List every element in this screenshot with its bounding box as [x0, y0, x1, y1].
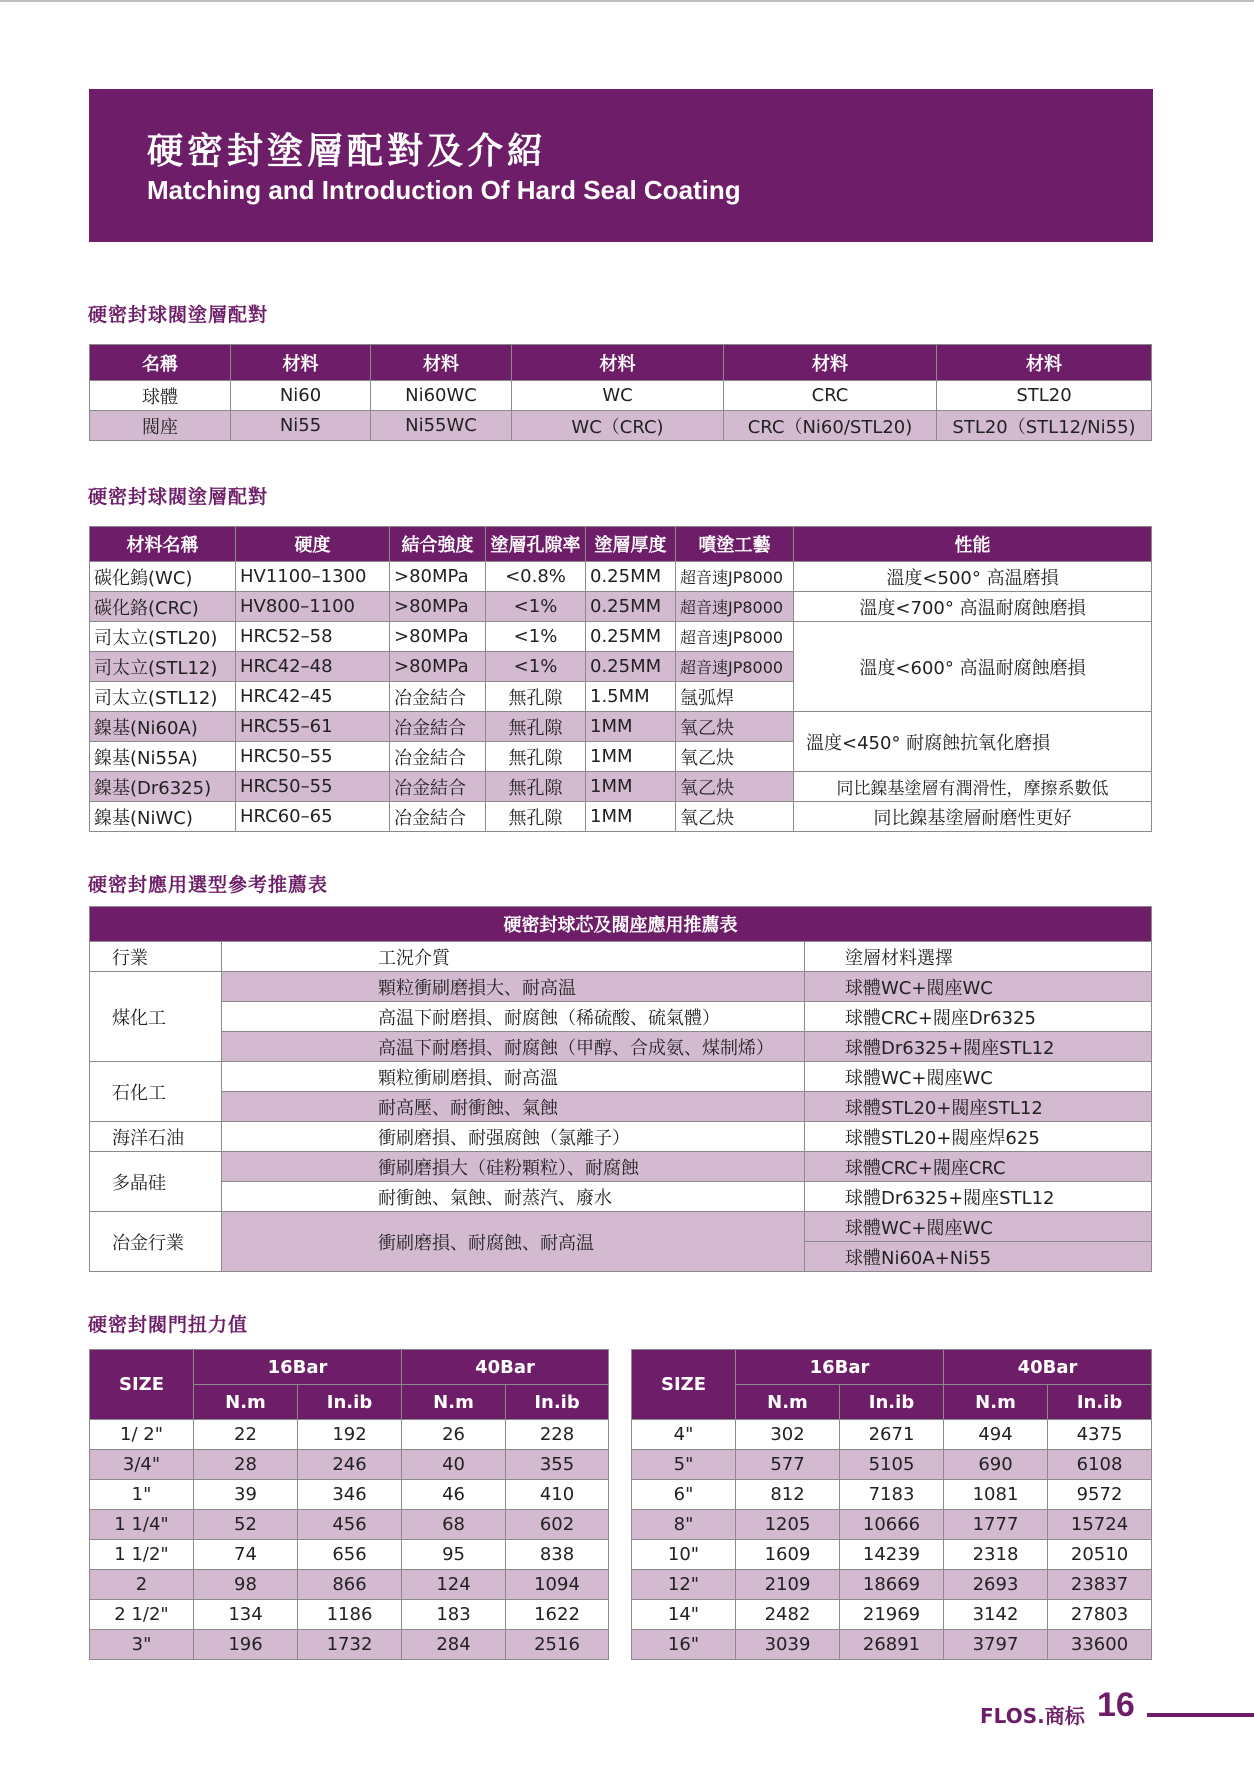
- condition-cell: 衝刷磨損、耐强腐蝕（氯離子）: [222, 1122, 805, 1152]
- table-cell: HRC60–65: [236, 802, 390, 832]
- table-cell: 無孔隙: [486, 712, 586, 742]
- table-cell: 氧乙炔: [676, 742, 794, 772]
- torque-cell: 602: [506, 1510, 609, 1540]
- table-row: [90, 1032, 1152, 1062]
- size-cell: 4": [632, 1420, 736, 1450]
- table-header: 材料名稱: [90, 527, 236, 562]
- table-cell: >80MPa: [390, 592, 486, 622]
- table-cell: 1MM: [586, 712, 676, 742]
- table-row: [90, 972, 1152, 1002]
- coating-properties-table: [89, 526, 1152, 832]
- size-cell: 8": [632, 1510, 736, 1540]
- table-cell: 0.25MM: [586, 622, 676, 652]
- torque-rows-left: [90, 1420, 609, 1660]
- table-cell: <1%: [486, 592, 586, 622]
- coating-pairing-table: [89, 344, 1152, 441]
- table-title: 硬密封球芯及閥座應用推薦表: [90, 907, 1152, 942]
- torque-cell: 246: [298, 1450, 402, 1480]
- condition-cell: 顆粒衝刷磨損大、耐高温: [222, 972, 805, 1002]
- table-header: 噴塗工藝: [676, 527, 794, 562]
- torque-cell: 18669: [840, 1570, 944, 1600]
- table-cell: STL20: [937, 381, 1152, 411]
- torque-cell: 22: [194, 1420, 298, 1450]
- table-cell: HRC50–55: [236, 742, 390, 772]
- torque-cell: 134: [194, 1600, 298, 1630]
- table-cell: HRC42–48: [236, 652, 390, 682]
- torque-cell: 2671: [840, 1420, 944, 1450]
- torque-cell: 183: [402, 1600, 506, 1630]
- condition-cell: 衝刷磨損大（硅粉顆粒）、耐腐蝕: [222, 1152, 805, 1182]
- size-cell: 3/4": [90, 1450, 194, 1480]
- title-banner: [89, 89, 1153, 242]
- size-cell: 16": [632, 1630, 736, 1660]
- table-cell: CRC（Ni60/STL20): [724, 411, 937, 441]
- torque-cell: 6108: [1048, 1450, 1152, 1480]
- table-cell: HRC50–55: [236, 772, 390, 802]
- torque-cell: 577: [736, 1450, 840, 1480]
- table-cell: 超音速JP8000: [676, 562, 794, 592]
- coating-cell: 球體Dr6325+閥座STL12: [805, 1032, 1152, 1062]
- table-row: [90, 1420, 609, 1450]
- torque-cell: 228: [506, 1420, 609, 1450]
- size-cell: 2 1/2": [90, 1600, 194, 1630]
- table-cell: 1.5MM: [586, 682, 676, 712]
- table-cell: 無孔隙: [486, 772, 586, 802]
- coating-cell: 球體CRC+閥座Dr6325: [805, 1002, 1152, 1032]
- torque-cell: 68: [402, 1510, 506, 1540]
- page-subtitle: Matching and Introduction Of Hard Seal Coating: [147, 175, 741, 205]
- table-row: [90, 622, 1152, 652]
- table-header-cell: 塗層材料選擇: [805, 942, 1152, 972]
- torque-cell: 40: [402, 1450, 506, 1480]
- table-row: [90, 1092, 1152, 1122]
- table-cell: 無孔隙: [486, 682, 586, 712]
- industry-cell: 冶金行業: [90, 1212, 222, 1272]
- torque-cell: 866: [298, 1570, 402, 1600]
- condition-cell: 衝刷磨損、耐腐蝕、耐高温: [222, 1212, 805, 1272]
- table-row: [90, 592, 1152, 622]
- section-title-coating-properties: 硬密封球閥塗層配對: [88, 486, 269, 508]
- table-cell: HV800–1100: [236, 592, 390, 622]
- page-number: 16: [1097, 1686, 1135, 1724]
- table-row: [632, 1480, 1152, 1510]
- torque-cell: 346: [298, 1480, 402, 1510]
- table-cell: 氧乙炔: [676, 772, 794, 802]
- torque-cell: 10666: [840, 1510, 944, 1540]
- pressure-header-40bar: 40Bar: [944, 1350, 1152, 1385]
- table-header: 材料: [724, 345, 937, 381]
- torque-cell: 456: [298, 1510, 402, 1540]
- table-row: [90, 1480, 609, 1510]
- table-row: [90, 772, 1152, 802]
- unit-header: In.ib: [840, 1385, 944, 1420]
- table-row: [632, 1630, 1152, 1660]
- table-row: [90, 1630, 609, 1660]
- table-row: [632, 1570, 1152, 1600]
- table-cell: 司太立(STL12): [90, 652, 236, 682]
- table-cell: 碳化鉻(CRC): [90, 592, 236, 622]
- table-header: 硬度: [236, 527, 390, 562]
- coating-cell: 球體WC+閥座WC: [805, 972, 1152, 1002]
- table-header: 材料: [371, 345, 512, 381]
- size-cell: 1": [90, 1480, 194, 1510]
- table-row: [90, 1570, 609, 1600]
- table-cell: CRC: [724, 381, 937, 411]
- torque-cell: 1081: [944, 1480, 1048, 1510]
- size-header: SIZE: [90, 1350, 194, 1420]
- table-cell: 鎳基(Ni60A): [90, 712, 236, 742]
- torque-cell: 355: [506, 1450, 609, 1480]
- torque-cell: 2516: [506, 1630, 609, 1660]
- table-cell: >80MPa: [390, 622, 486, 652]
- table-cell: 氧乙炔: [676, 712, 794, 742]
- torque-cell: 196: [194, 1630, 298, 1660]
- table-cell: Ni55WC: [371, 411, 512, 441]
- table-cell: 鎳基(Dr6325): [90, 772, 236, 802]
- torque-cell: 52: [194, 1510, 298, 1540]
- table-row: [90, 1450, 609, 1480]
- table-header-cell: 工況介質: [222, 942, 805, 972]
- table-cell: <1%: [486, 652, 586, 682]
- table-cell: 溫度<500° 高温磨損: [794, 562, 1152, 592]
- brand-label: FLOS.商标: [980, 1704, 1085, 1728]
- torque-cell: 15724: [1048, 1510, 1152, 1540]
- table-cell: 司太立(STL12): [90, 682, 236, 712]
- torque-rows-right: [632, 1420, 1152, 1660]
- table-cell: >80MPa: [390, 562, 486, 592]
- coating-cell: 球體WC+閥座WC: [805, 1212, 1152, 1242]
- table-row: [90, 1212, 1152, 1242]
- table-cell: HRC52–58: [236, 622, 390, 652]
- table-cell: Ni60WC: [371, 381, 512, 411]
- size-cell: 1 1/2": [90, 1540, 194, 1570]
- table-row: [90, 562, 1152, 592]
- table-row: [632, 1600, 1152, 1630]
- coating-cell: 球體STL20+閥座焊625: [805, 1122, 1152, 1152]
- table-header: 材料: [512, 345, 724, 381]
- torque-cell: 26: [402, 1420, 506, 1450]
- table-row: [90, 1062, 1152, 1092]
- table-row: [90, 381, 1152, 411]
- table-cell: 球體: [90, 381, 231, 411]
- table-cell: 閥座: [90, 411, 231, 441]
- page-title: 硬密封塗層配對及介紹: [147, 131, 548, 172]
- torque-cell: 1186: [298, 1600, 402, 1630]
- table-cell: <1%: [486, 622, 586, 652]
- coating-cell: 球體WC+閥座WC: [805, 1062, 1152, 1092]
- unit-header: In.ib: [298, 1385, 402, 1420]
- torque-cell: 1777: [944, 1510, 1048, 1540]
- table-cell: 鎳基(NiWC): [90, 802, 236, 832]
- section-title-torque: 硬密封閥門扭力值: [88, 1314, 249, 1336]
- torque-cell: 284: [402, 1630, 506, 1660]
- torque-cell: 5105: [840, 1450, 944, 1480]
- torque-cell: 3039: [736, 1630, 840, 1660]
- table-cell: HRC42–45: [236, 682, 390, 712]
- table-cell: 1MM: [586, 772, 676, 802]
- industry-cell: 石化工: [90, 1062, 222, 1122]
- table-cell: 鎳基(Ni55A): [90, 742, 236, 772]
- torque-cell: 1732: [298, 1630, 402, 1660]
- table-cell: <0.8%: [486, 562, 586, 592]
- table-cell: HV1100–1300: [236, 562, 390, 592]
- torque-cell: 1094: [506, 1570, 609, 1600]
- torque-cell: 1205: [736, 1510, 840, 1540]
- table-header: 塗層孔隙率: [486, 527, 586, 562]
- section-title-application: 硬密封應用選型參考推薦表: [88, 874, 329, 896]
- table-row: [90, 411, 1152, 441]
- torque-cell: 4375: [1048, 1420, 1152, 1450]
- torque-cell: 27803: [1048, 1600, 1152, 1630]
- table-cell: 同比鎳基塗層有潤滑性，摩擦系數低: [794, 772, 1152, 802]
- application-table: [89, 906, 1152, 1272]
- table-row: [90, 1540, 609, 1570]
- torque-cell: 14239: [840, 1540, 944, 1570]
- torque-cell: 2693: [944, 1570, 1048, 1600]
- table-row: [632, 1510, 1152, 1540]
- torque-cell: 2482: [736, 1600, 840, 1630]
- table-row: [90, 1122, 1152, 1152]
- torque-cell: 3142: [944, 1600, 1048, 1630]
- table-cell: 無孔隙: [486, 742, 586, 772]
- size-cell: 14": [632, 1600, 736, 1630]
- table-cell: 超音速JP8000: [676, 622, 794, 652]
- table-cell: 氬弧焊: [676, 682, 794, 712]
- table-cell: STL20（STL12/Ni55): [937, 411, 1152, 441]
- torque-cell: 26891: [840, 1630, 944, 1660]
- size-cell: 5": [632, 1450, 736, 1480]
- torque-table-left: [89, 1349, 609, 1660]
- industry-cell: 海洋石油: [90, 1122, 222, 1152]
- unit-header: N.m: [194, 1385, 298, 1420]
- size-header: SIZE: [632, 1350, 736, 1420]
- coating-cell: 球體CRC+閥座CRC: [805, 1152, 1152, 1182]
- unit-header: In.ib: [506, 1385, 609, 1420]
- table-row: [90, 802, 1152, 832]
- table-cell: 冶金結合: [390, 772, 486, 802]
- torque-cell: 3797: [944, 1630, 1048, 1660]
- torque-cell: 23837: [1048, 1570, 1152, 1600]
- table-cell: 冶金結合: [390, 742, 486, 772]
- table-cell: 溫度<600° 高温耐腐蝕磨損: [794, 622, 1152, 712]
- torque-cell: 21969: [840, 1600, 944, 1630]
- torque-cell: 95: [402, 1540, 506, 1570]
- table-header: 材料: [231, 345, 371, 381]
- table-row: [632, 1450, 1152, 1480]
- table-cell: 0.25MM: [586, 562, 676, 592]
- table-header: 結合強度: [390, 527, 486, 562]
- footer-rule: [1147, 1713, 1254, 1717]
- table-row: [632, 1540, 1152, 1570]
- table-header: 名稱: [90, 345, 231, 381]
- torque-cell: 33600: [1048, 1630, 1152, 1660]
- size-cell: 3": [90, 1630, 194, 1660]
- size-cell: 10": [632, 1540, 736, 1570]
- table-row: [632, 1420, 1152, 1450]
- table-cell: 無孔隙: [486, 802, 586, 832]
- table-cell: 冶金結合: [390, 712, 486, 742]
- table-cell: 溫度<700° 高温耐腐蝕磨損: [794, 592, 1152, 622]
- torque-cell: 410: [506, 1480, 609, 1510]
- torque-cell: 46: [402, 1480, 506, 1510]
- table-cell: 0.25MM: [586, 592, 676, 622]
- torque-cell: 302: [736, 1420, 840, 1450]
- torque-cell: 812: [736, 1480, 840, 1510]
- torque-cell: 98: [194, 1570, 298, 1600]
- table-cell: Ni60: [231, 381, 371, 411]
- torque-cell: 39: [194, 1480, 298, 1510]
- unit-header: N.m: [736, 1385, 840, 1420]
- table-row: [90, 942, 1152, 972]
- torque-cell: 1622: [506, 1600, 609, 1630]
- size-cell: 12": [632, 1570, 736, 1600]
- table-cell: WC（CRC): [512, 411, 724, 441]
- table-cell: 溫度<450° 耐腐蝕抗氧化磨損: [794, 712, 1152, 772]
- table-cell: 碳化鎢(WC): [90, 562, 236, 592]
- torque-cell: 192: [298, 1420, 402, 1450]
- torque-cell: 124: [402, 1570, 506, 1600]
- size-cell: 1 1/4": [90, 1510, 194, 1540]
- condition-cell: 高温下耐磨損、耐腐蝕（甲醇、合成氨、煤制烯）: [222, 1032, 805, 1062]
- torque-cell: 690: [944, 1450, 1048, 1480]
- condition-cell: 耐高壓、耐衝蝕、氣蝕: [222, 1092, 805, 1122]
- table-header: 塗層厚度: [586, 527, 676, 562]
- table-cell: 0.25MM: [586, 652, 676, 682]
- section-title-coating-pairing: 硬密封球閥塗層配對: [88, 304, 269, 326]
- torque-cell: 7183: [840, 1480, 944, 1510]
- industry-cell: 煤化工: [90, 972, 222, 1062]
- table-cell: 氧乙炔: [676, 802, 794, 832]
- size-cell: 2: [90, 1570, 194, 1600]
- table-cell: 1MM: [586, 802, 676, 832]
- size-cell: 6": [632, 1480, 736, 1510]
- table-cell: Ni55: [231, 411, 371, 441]
- torque-table-right: [631, 1349, 1152, 1660]
- pressure-header-16bar: 16Bar: [736, 1350, 944, 1385]
- torque-cell: 2318: [944, 1540, 1048, 1570]
- table-header: 材料: [937, 345, 1152, 381]
- size-cell: 1/ 2": [90, 1420, 194, 1450]
- table-cell: 冶金結合: [390, 682, 486, 712]
- coating-cell: 球體STL20+閥座STL12: [805, 1092, 1152, 1122]
- table-header-cell: 行業: [90, 942, 222, 972]
- torque-cell: 20510: [1048, 1540, 1152, 1570]
- pressure-header-40bar: 40Bar: [402, 1350, 609, 1385]
- unit-header: In.ib: [1048, 1385, 1152, 1420]
- condition-cell: 顆粒衝刷磨損、耐高溫: [222, 1062, 805, 1092]
- condition-cell: 耐衝蝕、氣蝕、耐蒸汽、廢水: [222, 1182, 805, 1212]
- industry-cell: 多晶硅: [90, 1152, 222, 1212]
- coating-cell: 球體Dr6325+閥座STL12: [805, 1182, 1152, 1212]
- table-row: [90, 1182, 1152, 1212]
- table-cell: 1MM: [586, 742, 676, 772]
- table-row: [90, 1510, 609, 1540]
- torque-cell: 74: [194, 1540, 298, 1570]
- top-rule: [0, 0, 1254, 2]
- table-cell: 冶金結合: [390, 802, 486, 832]
- torque-cell: 9572: [1048, 1480, 1152, 1510]
- table-row: [90, 1600, 609, 1630]
- torque-cell: 494: [944, 1420, 1048, 1450]
- table-cell: 超音速JP8000: [676, 652, 794, 682]
- torque-cell: 28: [194, 1450, 298, 1480]
- table-header: 性能: [794, 527, 1152, 562]
- torque-cell: 1609: [736, 1540, 840, 1570]
- table-row: [90, 712, 1152, 742]
- table-cell: HRC55–61: [236, 712, 390, 742]
- unit-header: N.m: [944, 1385, 1048, 1420]
- table-row: [90, 1002, 1152, 1032]
- table-cell: 司太立(STL20): [90, 622, 236, 652]
- coating-cell: 球體Ni60A+Ni55: [805, 1242, 1152, 1272]
- table-row: [90, 1152, 1152, 1182]
- condition-cell: 高温下耐磨損、耐腐蝕（稀硫酸、硫氣體）: [222, 1002, 805, 1032]
- table-cell: WC: [512, 381, 724, 411]
- torque-cell: 656: [298, 1540, 402, 1570]
- table-cell: >80MPa: [390, 652, 486, 682]
- torque-cell: 2109: [736, 1570, 840, 1600]
- unit-header: N.m: [402, 1385, 506, 1420]
- table-cell: 同比鎳基塗層耐磨性更好: [794, 802, 1152, 832]
- pressure-header-16bar: 16Bar: [194, 1350, 402, 1385]
- torque-cell: 838: [506, 1540, 609, 1570]
- table-cell: 超音速JP8000: [676, 592, 794, 622]
